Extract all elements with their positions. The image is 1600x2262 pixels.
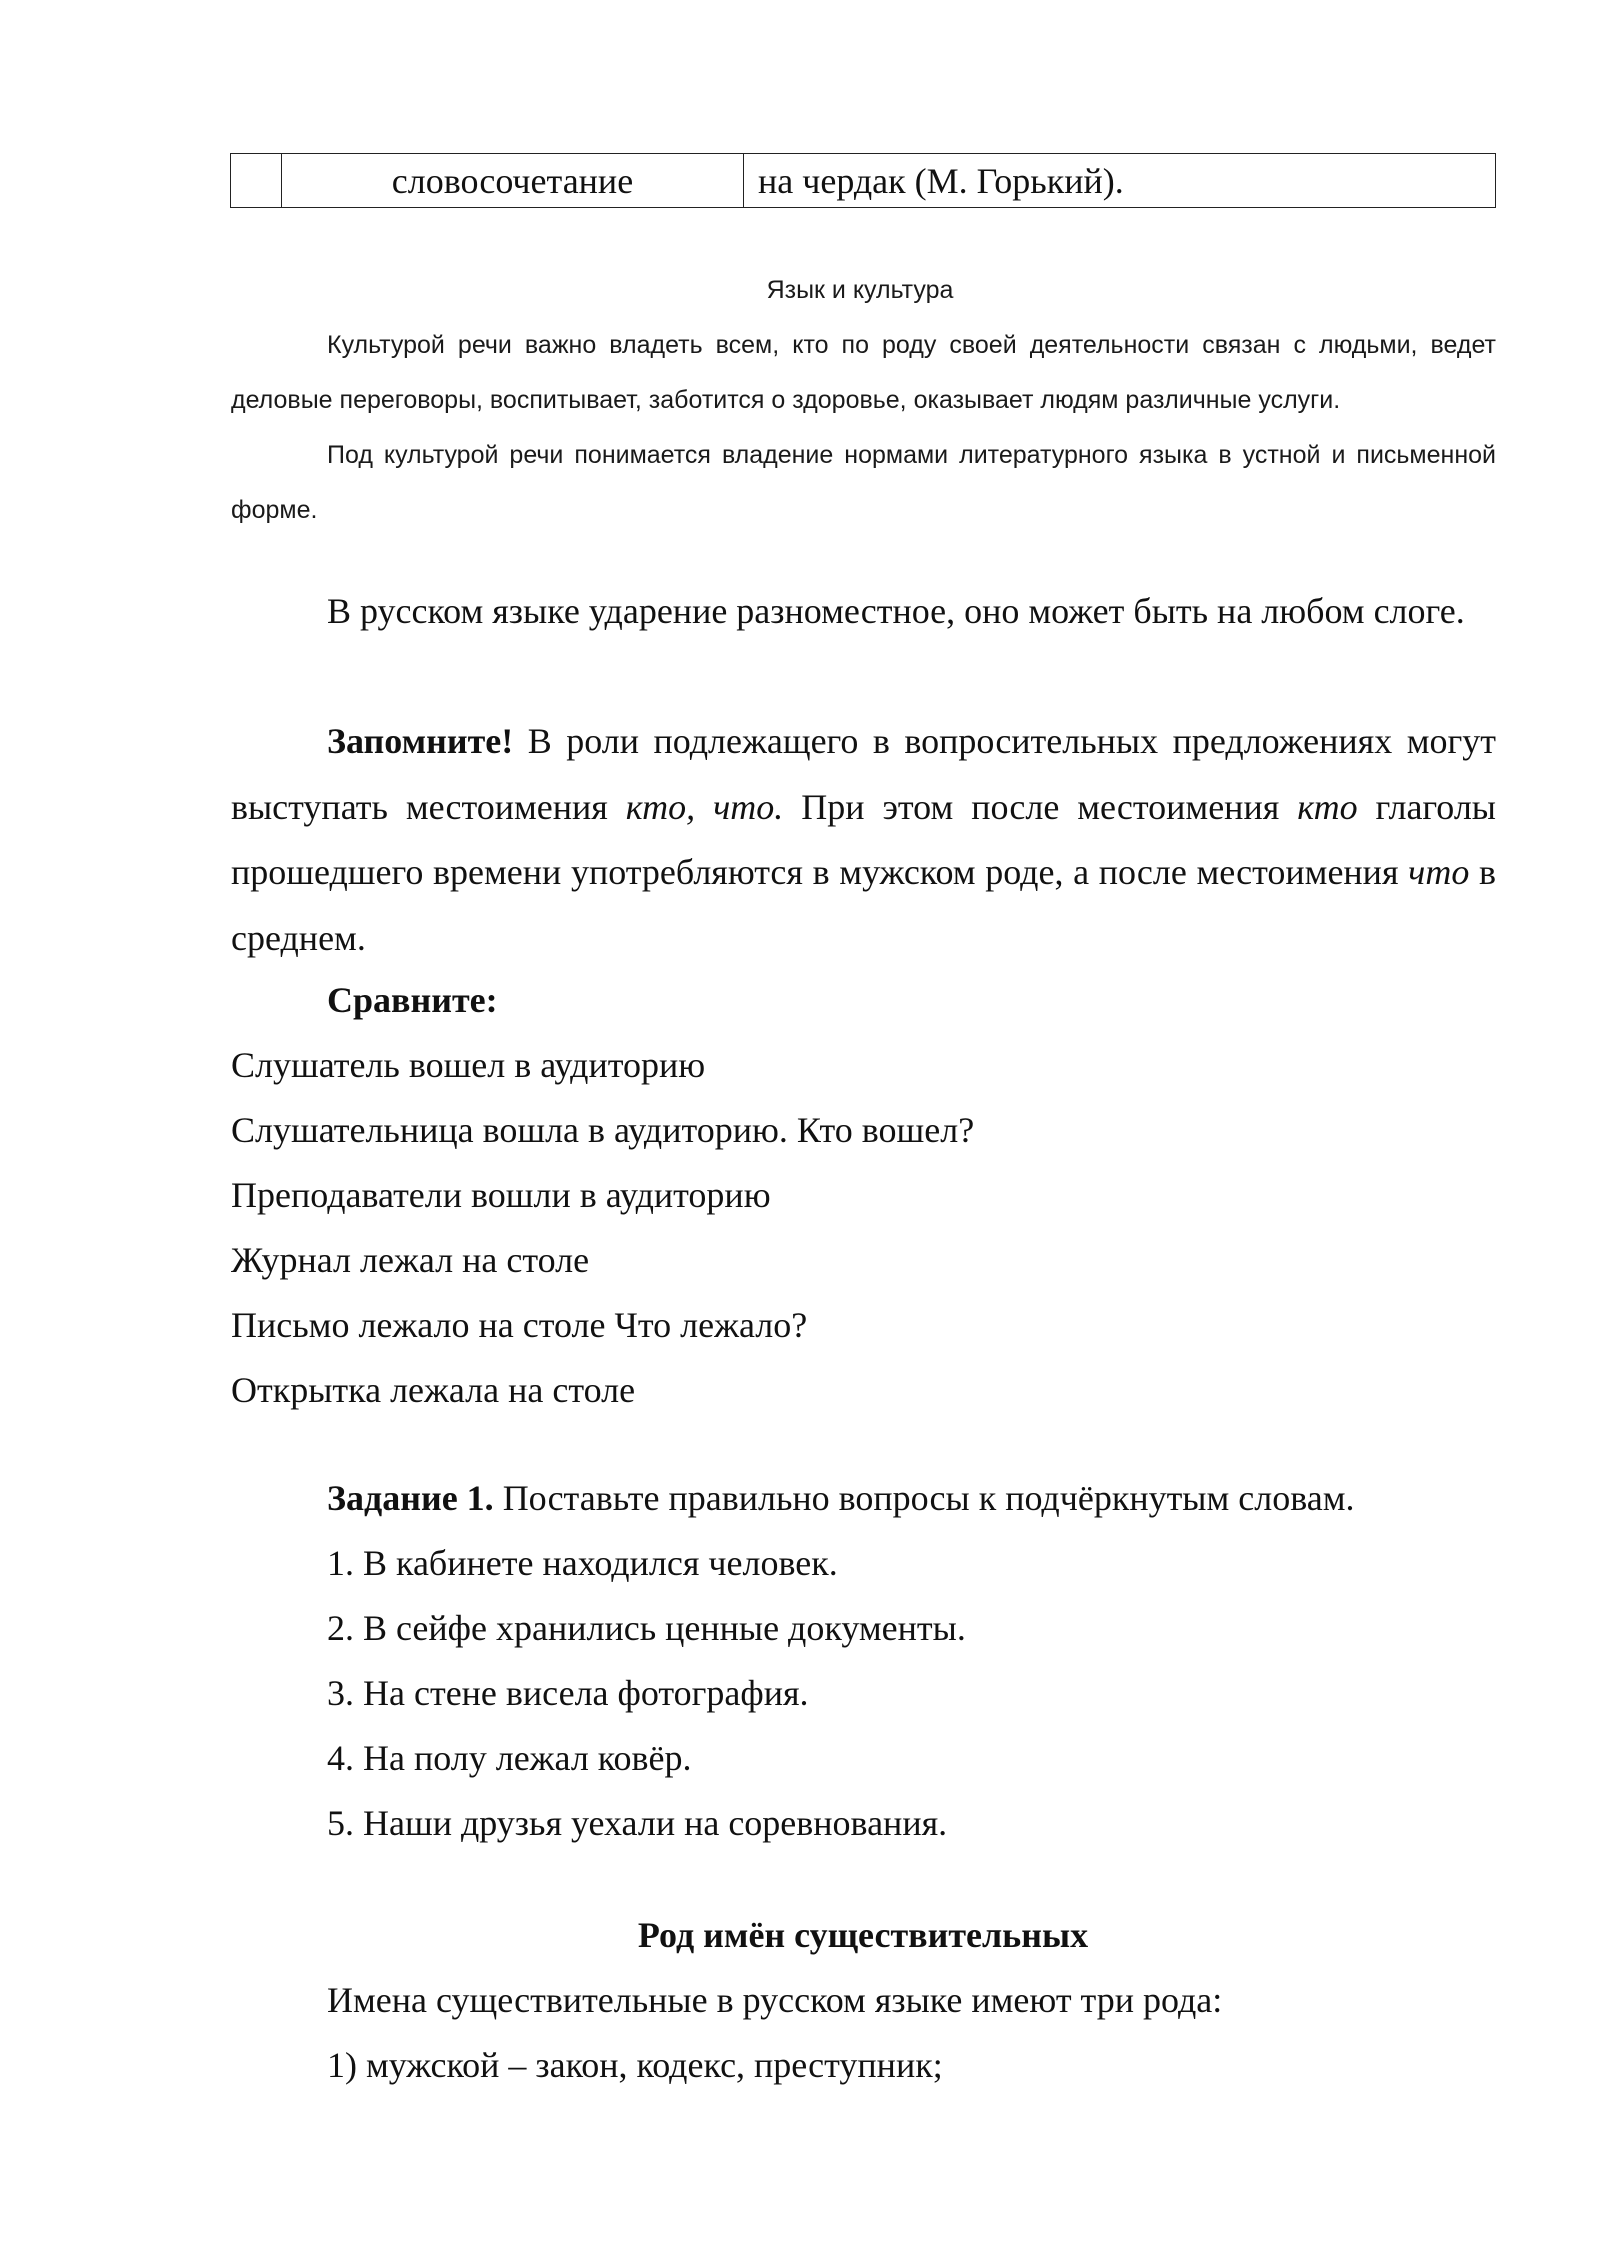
- remember-pronouns: кто, что.: [625, 786, 784, 827]
- remember-text-1: В роли подлежащего в вопросительных предложениях могут выступать местоимения: [231, 721, 1496, 827]
- compare-line: Слушательница вошла в аудиторию. Кто вошел?: [231, 1110, 975, 1150]
- task1-item: 2. В сейфе хранились ценные документы.: [327, 1608, 966, 1648]
- task1-item: 5. Наши друзья уехали на соревнования.: [327, 1803, 948, 1843]
- compare-line: Открытка лежала на столе: [231, 1370, 636, 1410]
- compare-line: Письмо лежало на столе Что лежало?: [231, 1305, 808, 1345]
- compare-line: Журнал лежал на столе: [231, 1240, 590, 1280]
- task1-item: 3. На стене висела фотография.: [327, 1673, 809, 1713]
- table-cell-term: словосочетание: [282, 154, 744, 208]
- task1-text: Поставьте правильно вопросы к подчёркнутым словам.: [493, 1478, 1355, 1518]
- task1-item: 4. На полу лежал ковёр.: [327, 1738, 692, 1778]
- remember-text-3: глаголы прошедшего времени употребляются в мужском роде, а после местоимения: [231, 786, 1496, 892]
- compare-label: Сравните:: [327, 980, 498, 1020]
- gender-intro: Имена существительные в русском языке имеют три рода:: [327, 1980, 1223, 2020]
- vocabulary-table: [230, 153, 1496, 208]
- task1-label: Задание 1.: [327, 1478, 494, 1518]
- section-title-language-culture: Язык и культура: [766, 276, 954, 304]
- gender-item-masculine: 1) мужской – закон, кодекс, преступник;: [327, 2045, 943, 2085]
- remember-pronoun-kto: кто: [1297, 786, 1358, 827]
- remember-paragraph: [231, 709, 1496, 971]
- remember-label: Запомните!: [327, 721, 514, 761]
- task1-heading: [327, 1466, 1355, 1531]
- stress-paragraph: В русском языке ударение разноместное, оно может быть на любом слоге.: [327, 591, 1465, 631]
- culture-paragraph-2: Под культурой речи понимается владение нормами литературного языка в устной и письменной форме.: [231, 441, 1496, 524]
- task1-item: 1. В кабинете находился человек.: [327, 1543, 838, 1583]
- remember-text-4: в среднем.: [231, 852, 1496, 958]
- gender-heading: Род имён существительных: [637, 1915, 1089, 1955]
- remember-text-2: При этом после местоимения: [783, 786, 1298, 827]
- table-cell-example: на чердак (М. Горький).: [744, 154, 1496, 208]
- remember-pronoun-chto: что: [1408, 852, 1470, 892]
- compare-line: Преподаватели вошли в аудиторию: [231, 1175, 771, 1215]
- table-cell-number: [231, 154, 282, 208]
- compare-line: Слушатель вошел в аудиторию: [231, 1045, 706, 1085]
- culture-paragraph-1: Культурой речи важно владеть всем, кто по роду своей деятельности связан с людьми, ведет деловые переговоры, воспитывает, заботится о здоровье, оказывает людям различные услуги.: [231, 331, 1496, 414]
- table-row: [231, 154, 1496, 208]
